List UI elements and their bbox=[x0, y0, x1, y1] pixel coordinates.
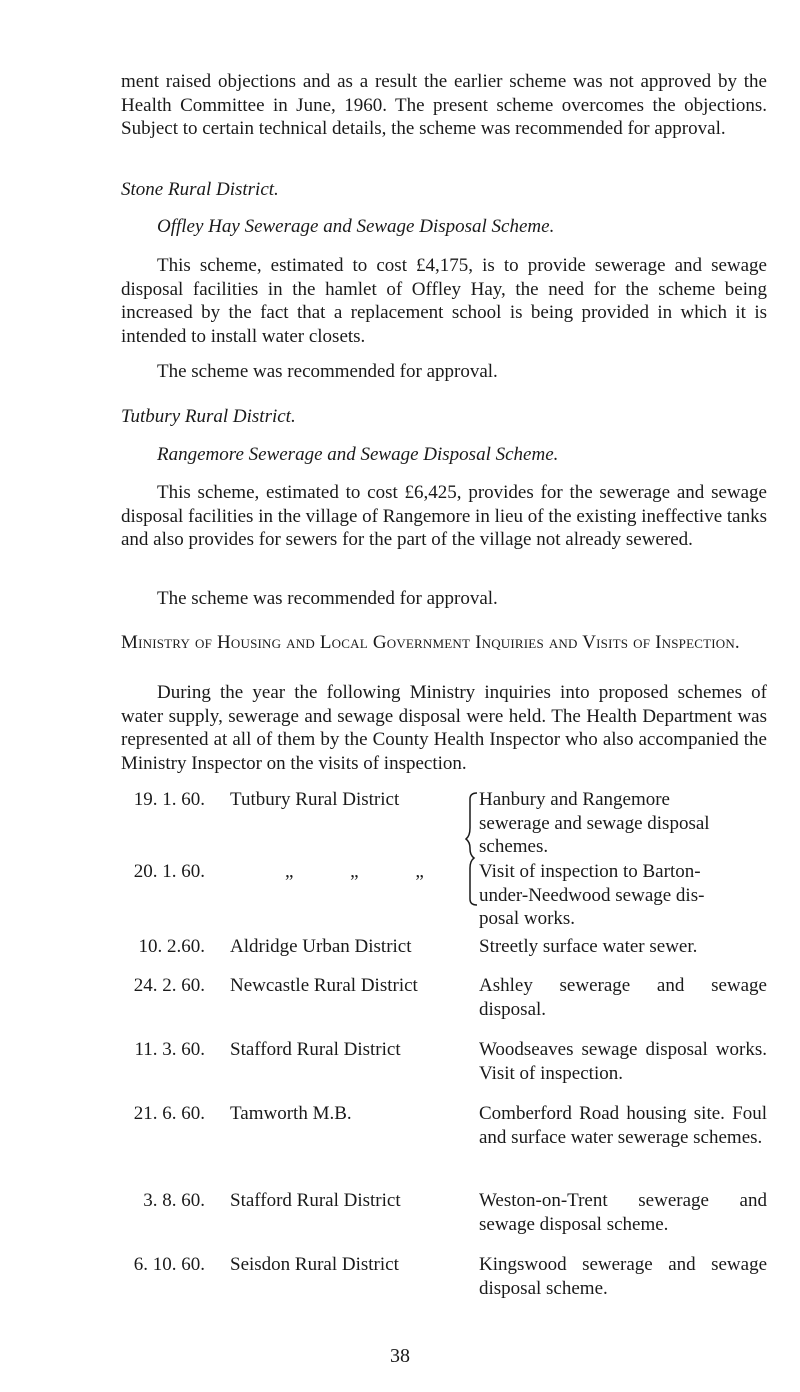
stone-scheme-title: Offley Hay Sewerage and Sewage Disposal Scheme. bbox=[157, 216, 555, 237]
inquiry-authority: Newcastle Rural District bbox=[230, 975, 418, 996]
inquiry-description: Woodseaves sewage disposal works. Visit of inspection. bbox=[479, 1039, 767, 1084]
inquiry-description: Hanbury and Rangemore sewerage and sewage disposal schemes. bbox=[479, 789, 710, 857]
inquiry-description: Kingswood sewerage and sewage disposal scheme. bbox=[479, 1254, 767, 1299]
brace-icon bbox=[465, 790, 479, 908]
inquiry-date: 21. 6. 60. bbox=[133, 1103, 205, 1124]
inquiry-date: 20. 1. 60. bbox=[133, 861, 205, 882]
inquiry-authority: Tutbury Rural District bbox=[230, 789, 400, 810]
inquiry-description: Streetly surface water sewer. bbox=[479, 936, 698, 957]
inquiry-authority: Aldridge Urban District bbox=[230, 936, 412, 957]
inquiry-description: Weston-on-Trent sewerage and sewage disposal scheme. bbox=[479, 1190, 767, 1235]
stone-recommendation: The scheme was recommended for approval. bbox=[157, 361, 498, 382]
inquiry-description: Comberford Road housing site. Foul and surface water sewerage schemes. bbox=[479, 1103, 767, 1148]
tutbury-recommendation: The scheme was recommended for approval. bbox=[157, 588, 498, 609]
inquiry-date: 11. 3. 60. bbox=[134, 1039, 205, 1060]
inquiry-date: 6. 10. 60. bbox=[133, 1254, 205, 1275]
table-row bbox=[0, 788, 800, 929]
stone-paragraph: This scheme, estimated to cost £4,175, is to provide sewerage and sewage disposal facilities in the hamlet of Offley Hay, the need for the scheme being increased by the fact that a replacement school is being provided in which it is intended to install water closets. bbox=[121, 255, 767, 347]
page-number: 38 bbox=[390, 1345, 410, 1367]
ditto-marks: „ „ „ bbox=[285, 861, 450, 882]
ministry-heading: Ministry of Housing and Local Government Inquiries and Visits of Inspection. bbox=[121, 632, 740, 653]
tutbury-scheme-title: Rangemore Sewerage and Sewage Disposal Scheme. bbox=[157, 444, 559, 465]
inquiry-date: 19. 1. 60. bbox=[133, 789, 205, 810]
inquiry-date: 3. 8. 60. bbox=[143, 1190, 205, 1211]
inquiry-date: 10. 2.60. bbox=[138, 936, 205, 957]
stone-district-heading: Stone Rural District. bbox=[121, 179, 279, 200]
tutbury-district-heading: Tutbury Rural District. bbox=[121, 406, 296, 427]
inquiry-description: Ashley sewerage and sewage disposal. bbox=[479, 975, 767, 1020]
inquiry-authority: Tamworth M.B. bbox=[230, 1103, 352, 1124]
tutbury-paragraph: This scheme, estimated to cost £6,425, provides for the sewerage and sewage disposal facilities in the village of Rangemore in lieu of the existing ineffective tanks and also provides for sewers for the part of the village not already sewered. bbox=[121, 482, 767, 550]
inquiry-authority: Stafford Rural District bbox=[230, 1190, 401, 1211]
inquiry-authority: Stafford Rural District bbox=[230, 1039, 401, 1060]
inquiry-description: Visit of inspection to Barton- under-Needwood sewage dis- posal works. bbox=[479, 861, 705, 929]
ministry-paragraph: During the year the following Ministry inquiries into proposed schemes of water supply, sewerage and sewage disposal were held. The Health Department was represented at all of them by the County Health Inspector who also accompanied the Ministry Inspector on the visits of inspection. bbox=[121, 682, 767, 774]
inquiry-authority: Seisdon Rural District bbox=[230, 1254, 399, 1275]
inquiry-date: 24. 2. 60. bbox=[133, 975, 205, 996]
intro-paragraph: ment raised objections and as a result the earlier scheme was not approved by the Health Committee in June, 1960. The present scheme overcomes the objections. Subject to certain technical details, the scheme was recommended for approval. bbox=[121, 71, 767, 139]
